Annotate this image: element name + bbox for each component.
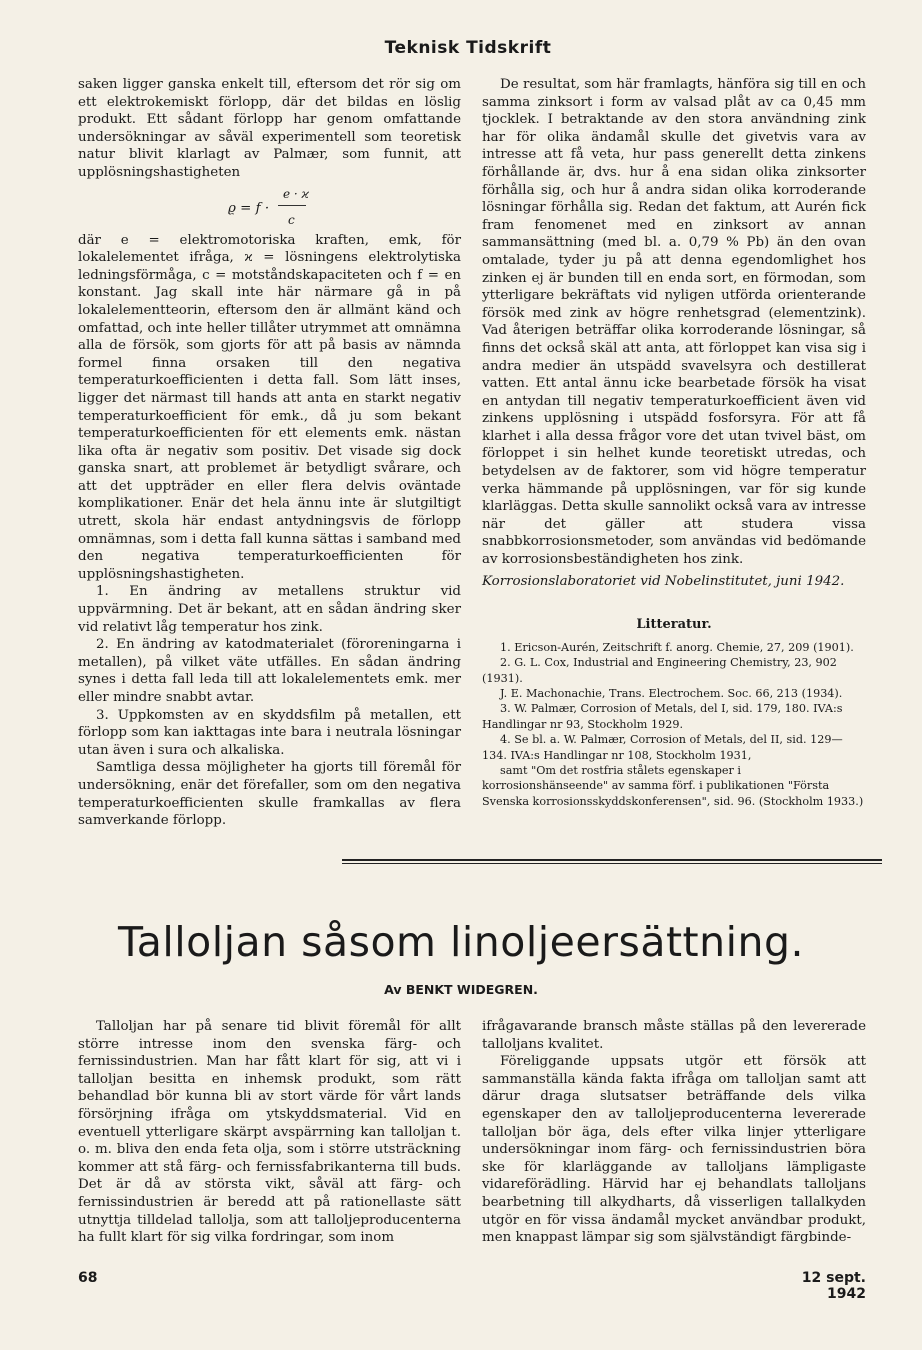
section-divider (342, 863, 882, 864)
article-left-column (78, 1018, 461, 1247)
article-headline: Talloljan såsom linoljeersättning. (117, 918, 805, 966)
paragraph: Samtliga dessa möjligheter ha gjorts till föremål för undersökning, enär det förefaller, som om den negativa temperaturkoefficienten skulle framkallas av flera samverkande förlopp. (78, 760, 461, 829)
section-divider (342, 859, 882, 861)
list-item: 2. En ändring av katodmaterialet (föroreningarna i metallen), på vilket väte utfälles. En sådan ändring synes i detta fall leda till att lokalelementets emk. mer eller mindre snabbt avtar. (78, 637, 461, 705)
formula-main: ϱ = f · (228, 200, 270, 216)
reference-item: 1. Ericson-Aurén, Zeitschrift f. anorg. Chemie, 27, 209 (1901). (500, 640, 854, 654)
article-right-column (482, 1018, 866, 1247)
paragraph: saken ligger ganska enkelt till, eftersom det rör sig om ett elektrokemiskt förlopp, där det bildas en löslig produkt. Ett sådant förlopp har genom omfattande undersökningar av såväl experimentell som teoretisk natur blivit klarlagt av Palmær, som funnit, att upplösningshastigheten (78, 77, 461, 180)
list-item: 3. Uppkomsten av en skyddsfilm på metallen, ett förlopp som kan iakttagas inte bara i neutrala lösningar utan även i sura och alkaliska. (78, 707, 461, 758)
fraction-bar (278, 205, 306, 206)
reference-item: 3. W. Palmær, Corrosion of Metals, del I, sid. 179, 180. IVA:s Handlingar nr 93, Stockholm 1929. (482, 702, 843, 731)
right-column (482, 76, 866, 809)
page-number: 68 (78, 1270, 98, 1286)
article-author: Av BENKT WIDEGREN. (384, 982, 538, 997)
reference-item: 2. G. L. Cox, Industrial and Engineering Chemistry, 23, 902 (1931). (482, 656, 837, 685)
literature-title: Litteratur. (636, 617, 712, 633)
paragraph: De resultat, som här framlagts, hänföra sig till en och samma zinksort i form av valsad plåt av ca 0,45 mm tjocklek. I betraktande av den stora användning zink har för olika ändamål skulle det givetvis vara av intresse att få veta, hur pass generellt detta zinkens förhållande är, dvs. hur å ena sidan olika zinksorter förhålla sig, och hur å andra sidan olika korroderande lösningar förhålla sig. Redan det faktum, att Aurén fick fram fenomenet med en zinksort av annan sammansättning (med bl. a. 0,79 % Pb) än den ovan omtalade, tyder ju på att denna egendomlighet hos zinken ej är bunden till en enda sort, en förmodan, som ytterligare bekräftats vid nyligen utförda orienterande försök med zink av högre renhetsgrad (elementzink). Vad återigen beträffar olika korroderande lösningar, så finns det också skäl att anta, att förloppet kan visa sig i andra medier än utspädd svavelsyra och destillerat vatten. Ett antal ännu icke bearbetade försök ha visat en antydan till negativ temperaturkoefficient även vid zinkens upplösning i utspädd fosforsyra. För att få klarhet i alla dessa frågor vore det utan tvivel bäst, om förloppet i sin helhet kunde teoretiskt utredas, och betydelsen av de faktorer, som vid högre temperatur verka hämmande på upplösningen, var för sig kunde klarläggas. Detta skulle sannolikt också vara av intresse när det gäller att studera vissa snabbkorrosionsmetoder, som användas vid bedömande av korrosionsbeständigheten hos zink. (482, 77, 866, 568)
paragraph: Talloljan har på senare tid blivit föremål för allt större intresse inom den svenska färg- och fernissindustrien. Man har fått klart för sig, att vi i talloljan besitta en inhemsk produkt, som rätt behandlad bör kunna bli av stort värde för vårt lands försörjning ifråga om ytskyddsmaterial. Vid en eventuell ytterligare skärpt avspärrning kan talloljan t. o. m. bliva den enda feta olja, som i större utsträckning kommer att stå färg- och fernissfabrikanterna till buds. Det är då av största vikt, såväl att färg- och fernissindustrien är beredd att på rationellaste sätt utnyttja tilldelad tallolja, som att talloljeproducenterna ha fullt klart för sig vilka fordringar, som inom (78, 1019, 461, 1246)
formula-numerator: e · ϰ (283, 186, 310, 201)
list-item: 1. En ändring av metallens struktur vid uppvärmning. Det är bekant, att en sådan ändring sker vid relativt låg temperatur hos zink. (78, 584, 461, 635)
paragraph: ifrågavarande bransch måste ställas på den levererade talloljans kvalitet. (482, 1019, 866, 1052)
formula-denominator: c (288, 212, 295, 227)
reference-item: J. E. Machonachie, Trans. Electrochem. Soc. 66, 213 (1934). (500, 687, 843, 701)
issue-date: 12 sept. 1942 (801, 1270, 866, 1302)
journal-title: Teknisk Tidskrift (384, 38, 552, 58)
paragraph: Föreliggande uppsats utgör ett försök att sammanställa kända fakta ifråga om talloljan samt att därur draga slutsatser beträffande dels vilka egenskaper den av talloljeproducenterna levererade talloljan bör äga, dels efter vilka linjer ytterligare undersökningar inom färg- och fernissindustrien böra ske för klarläggande av talloljans lämpligaste vidareförädling. Härvid har ej behandlats talloljans bearbetning till alkydharts, då visserligen tallalkyden utgör en för vissa ändamål mycket användbar produkt, men knappast lämpar sig som självständigt färgbinde- (482, 1054, 866, 1246)
reference-list (482, 640, 866, 809)
signature: Korrosionslaboratoriet vid Nobelinstitutet, juni 1942. (482, 573, 845, 589)
reference-item: samt "Om det rostfria stålets egenskaper i korrosionshänseende" av samma förf. i publikationen "Första Svenska korrosionsskyddskonferensen", sid. 96. (Stockholm 1933.) (482, 764, 864, 808)
reference-item: 4. Se bl. a. W. Palmær, Corrosion of Metals, del II, sid. 129—134. IVA:s Handlingar nr 108, Stockholm 1931, (482, 733, 843, 762)
formula (78, 186, 461, 226)
left-column (78, 76, 461, 830)
paragraph: där e = elektromotoriska kraften, emk, för lokalelementet ifråga, ϰ = lösningens elektrolytiska ledningsförmåga, c = motståndskapaciteten och f = en konstant. Jag skall inte här närmare gå in på lokalelementteorin, eftersom den är allmänt känd och omfattad, och inte heller tillåter utrymmet att omnämna alla de försök, som gjorts för att på basis av nämnda formel finna orsaken till den negativa temperaturkoefficienten i detta fall. Som lätt inses, ligger det närmast till hands att anta en starkt negativ temperaturkoefficient för emk., då ju som bekant temperaturkoefficienten för ett elements emk. nästan lika ofta är negativ som positiv. Det visade sig dock ganska snart, att problemet är betydligt svårare, och att det uppträder en eller flera delvis oväntade komplikationer. Enär det hela ännu inte är slutgiltigt utrett, skola här endast antydningsvis de förlopp omnämnas, som i detta fall kunna sättas i samband med den negativa temperaturkoefficienten för upplösningshastigheten. (78, 232, 461, 582)
